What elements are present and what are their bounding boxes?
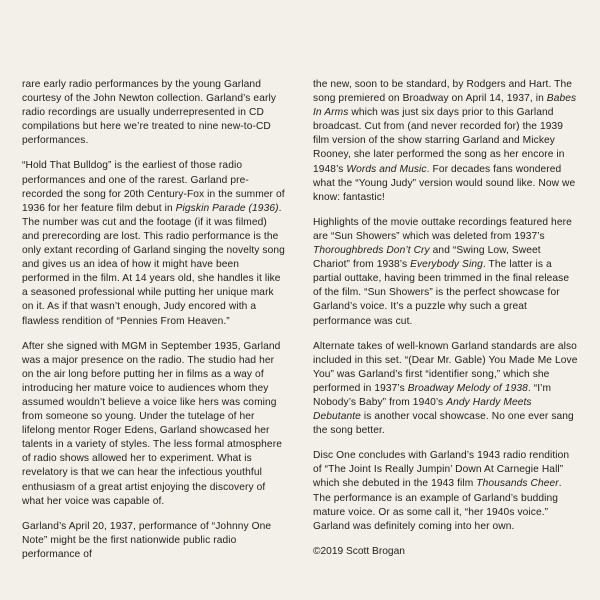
text-run: . The latter is a partial outtake, having been trimmed in the final release of the film. “Sun Showers” is the perfect showcase for Garland’s voice. It’s a puzzle why such a great performance was cut. [313,259,570,327]
text-run: . The performance is an example of Garland’s budding mature voice. Or as some call it, “her 1940s voice.” Garland was definitely coming into her own. [313,478,562,532]
text-run: . The number was cut and the footage (if it was filmed) and prerecording are lost. This radio performance is the only extant recording of Garland singing the novelty song and gives us an idea of how it might have been performed in the film. At 14 years old, she handles it like a seasoned professional while putting her unique mark on it. As if that wasn’t enough, Judy encored with a flawless rendition of “Pennies From Heaven.” [22,202,285,327]
italic-title: Thousands Cheer [476,478,559,490]
text-run: After she signed with MGM in September 1935, Garland was a major presence on the radio. The studio had her on the air long before putting her in films as a way of introducing her mature voice to audiences whom they assumed wouldn’t believe a voice like hers was coming from someone so young. Under the tutelage of her lifelong mentor Roger Edens, Garland showcased her talents in a variety of styles. The less formal atmosphere of radio shows allowed her to experiment. What is revelatory is that we can hear the infectious youthful enthusiasm of a great artist enjoying the discovery of what her voice was capable of. [22,340,282,507]
copyright-line: ©2019 Scott Brogan [313,545,405,557]
text-run: Garland’s April 20, 1937, performance of “Johnny One Note” might be the first nationwide public radio performance of [22,520,272,560]
text-run: which was just six days prior to this Garland broadcast. Cut from (and never recorded for) the 1939 film version of the show starring Garland and Mickey Rooney, she later performed the song as her encore in 1948’s [313,107,565,175]
text-run: and “Swing Low, Sweet Chariot” from 1938’s [313,245,541,271]
text-run: rare early radio performances by the young Garland courtesy of the John Newton collection. Garland’s early radio recordings are usually underrepresented in CD compilations but here we’re treated to nine new-to-CD performances. [22,79,277,147]
right-text-column [313,78,578,559]
italic-title: Andy Hardy Meets Debutante [313,396,532,423]
text-run: Highlights of the movie outtake recordings featured here are “Sun Showers” which was deleted from 1937’s [313,216,572,242]
text-run: Disc One concludes with Garland’s 1943 radio rendition of “The Joint Is Really Jumpin’ Down At Carnegie Hall” which she debuted in the 1943 film [313,450,570,490]
italic-title: Thoroughbreds Don’t Cry [313,245,430,257]
left-text-column [22,78,287,562]
paragraph [22,340,287,509]
italic-title: Words and Music [346,163,427,175]
italic-title: Pigskin Parade (1936) [175,202,279,214]
text-run: the new, soon to be standard, by Rodgers and Hart. The song premiered on Broadway on April 14, 1937, in [313,79,573,105]
italic-title: Broadway Melody of 1938 [407,382,528,394]
paragraph [313,449,578,534]
paragraph [22,520,287,562]
italic-title: Babes In Arms [313,93,577,119]
text-run: . “I’m Nobody’s Baby” from 1940’s [313,382,552,408]
text-run: Alternate takes of well-known Garland standards are also included in this set. “(Dear Mr. Gable) You Made Me Love You” was Garland’s first “identifier song,” which she performed in 1937’s [313,340,578,394]
paragraph [313,78,578,205]
paragraph [22,78,287,148]
text-run: . For decades fans wondered what the “Young Judy” version would sound like. Now we know: fantastic! [313,163,576,203]
paragraph [313,340,578,439]
italic-title: Everybody Sing [410,259,483,271]
text-run: “Hold That Bulldog” is the earliest of those radio performances and one of the rarest. Garland pre-recorded the song for 20th Century-Fox in the summer of 1936 for her feature film debut in [22,160,285,214]
text-run: is another vocal showcase. No one ever sang the song better. [313,411,574,437]
paragraph [22,159,287,328]
paragraph [313,216,578,329]
two-column-text-body [22,78,578,562]
